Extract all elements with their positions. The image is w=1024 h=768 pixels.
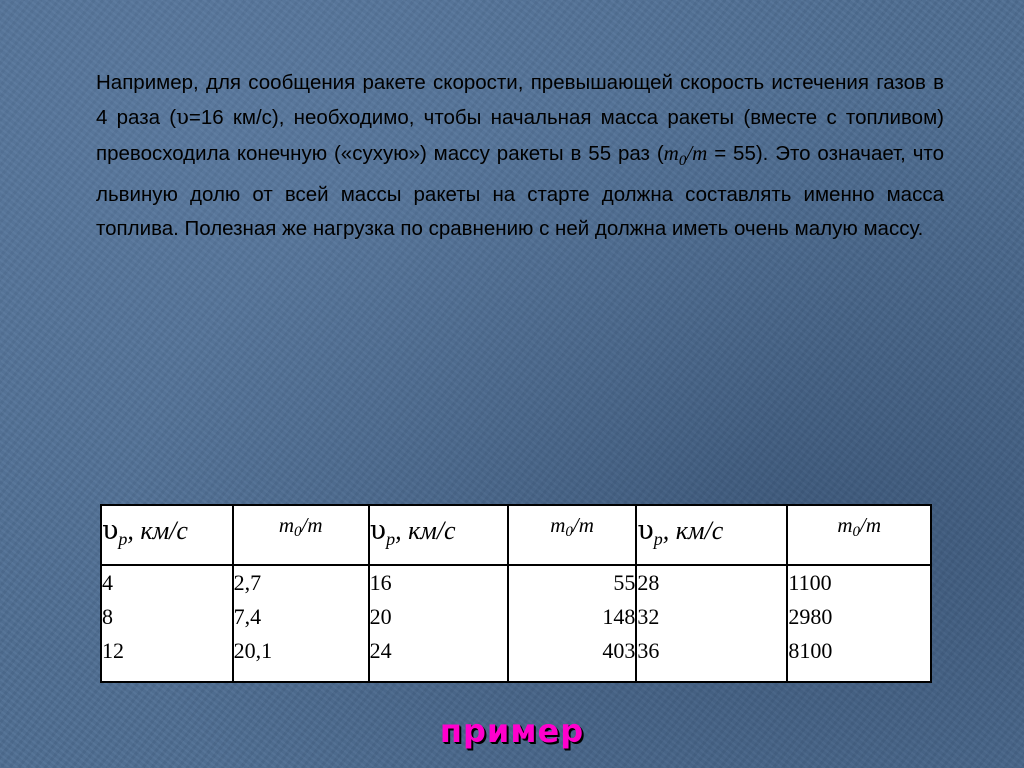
mass-subscript: 0 <box>565 524 573 540</box>
mass-symbol: m <box>663 140 679 165</box>
table-value: 148 <box>602 604 636 629</box>
example-label: пример <box>439 712 585 750</box>
table-data-row <box>101 565 931 682</box>
header-velocity-3 <box>636 505 787 565</box>
table-header-row <box>101 505 931 565</box>
paragraph-text-2: =16 км/с), необходимо, чтобы начальная масса ракеты (вместе с топливом) превосходила конечную («сухую») массу ракеты в 55 раз ( <box>96 106 944 165</box>
table-value: 32 <box>637 604 660 629</box>
mass-denominator: /m <box>301 513 323 537</box>
header-mass-ratio-3 <box>787 505 931 565</box>
table-value: 24 <box>369 638 392 663</box>
velocity-symbol: υ <box>637 515 654 546</box>
mass-denominator: /m <box>686 140 708 165</box>
mass-ratio-cell-3 <box>787 565 931 682</box>
mass-denominator: /m <box>860 513 882 537</box>
paragraph-text-3: = 55). Это означает, что львиную долю от всей массы ракеты на старте должна составлять именно масса топлива. Полезная же нагрузка по сравнению с ней должна иметь очень малую массу. <box>96 141 944 241</box>
velocity-symbol: υ <box>102 515 119 546</box>
mass-ratio-formula <box>663 140 708 169</box>
mass-subscript: 0 <box>678 152 687 169</box>
table-value: 20 <box>369 604 392 629</box>
header-mass-ratio-1 <box>233 505 369 565</box>
velocity-units: , км/с <box>395 516 456 545</box>
table-value: 8 <box>102 604 113 629</box>
table-value: 55 <box>613 570 636 595</box>
table-value: 12 <box>102 638 124 663</box>
table-value: 8100 <box>788 638 833 663</box>
table-value: 20,1 <box>233 638 273 663</box>
header-velocity-1 <box>101 505 233 565</box>
velocity-units: , км/с <box>662 516 724 545</box>
mass-denominator: /m <box>572 513 594 537</box>
mass-symbol: m <box>278 513 294 537</box>
mass-ratio-cell-1 <box>233 565 369 682</box>
header-velocity-2 <box>369 505 508 565</box>
paragraph-text-1: Например, для сообщения ракете скорости, превышающей скорость истечения газов в 4 раза ( <box>96 71 944 130</box>
mass-subscript: 0 <box>852 524 861 540</box>
table-value: 2980 <box>788 604 833 629</box>
velocity-subscript: p <box>118 529 128 549</box>
table-value: 7,4 <box>233 604 262 629</box>
table-value: 1100 <box>788 570 832 595</box>
velocity-units: , км/с <box>127 516 188 545</box>
velocity-cell-1 <box>101 565 233 682</box>
table-value: 2,7 <box>233 570 262 595</box>
velocity-mass-table <box>100 504 932 683</box>
velocity-cell-2 <box>369 565 508 682</box>
velocity-subscript: p <box>386 529 396 549</box>
table-value: 36 <box>637 638 660 663</box>
velocity-symbol: υ <box>369 515 387 546</box>
table-value: 4 <box>102 570 113 595</box>
velocity-cell-3 <box>636 565 787 682</box>
table-value: 28 <box>637 570 660 595</box>
table-value: 403 <box>602 638 636 663</box>
velocity-symbol: υ <box>176 105 189 130</box>
mass-ratio-cell-2 <box>508 565 636 682</box>
mass-symbol: m <box>550 513 566 537</box>
velocity-subscript: p <box>653 529 663 549</box>
main-paragraph <box>96 66 944 246</box>
table-value: 16 <box>369 570 392 595</box>
header-mass-ratio-2 <box>508 505 636 565</box>
mass-subscript: 0 <box>294 524 302 540</box>
mass-symbol: m <box>837 513 853 537</box>
